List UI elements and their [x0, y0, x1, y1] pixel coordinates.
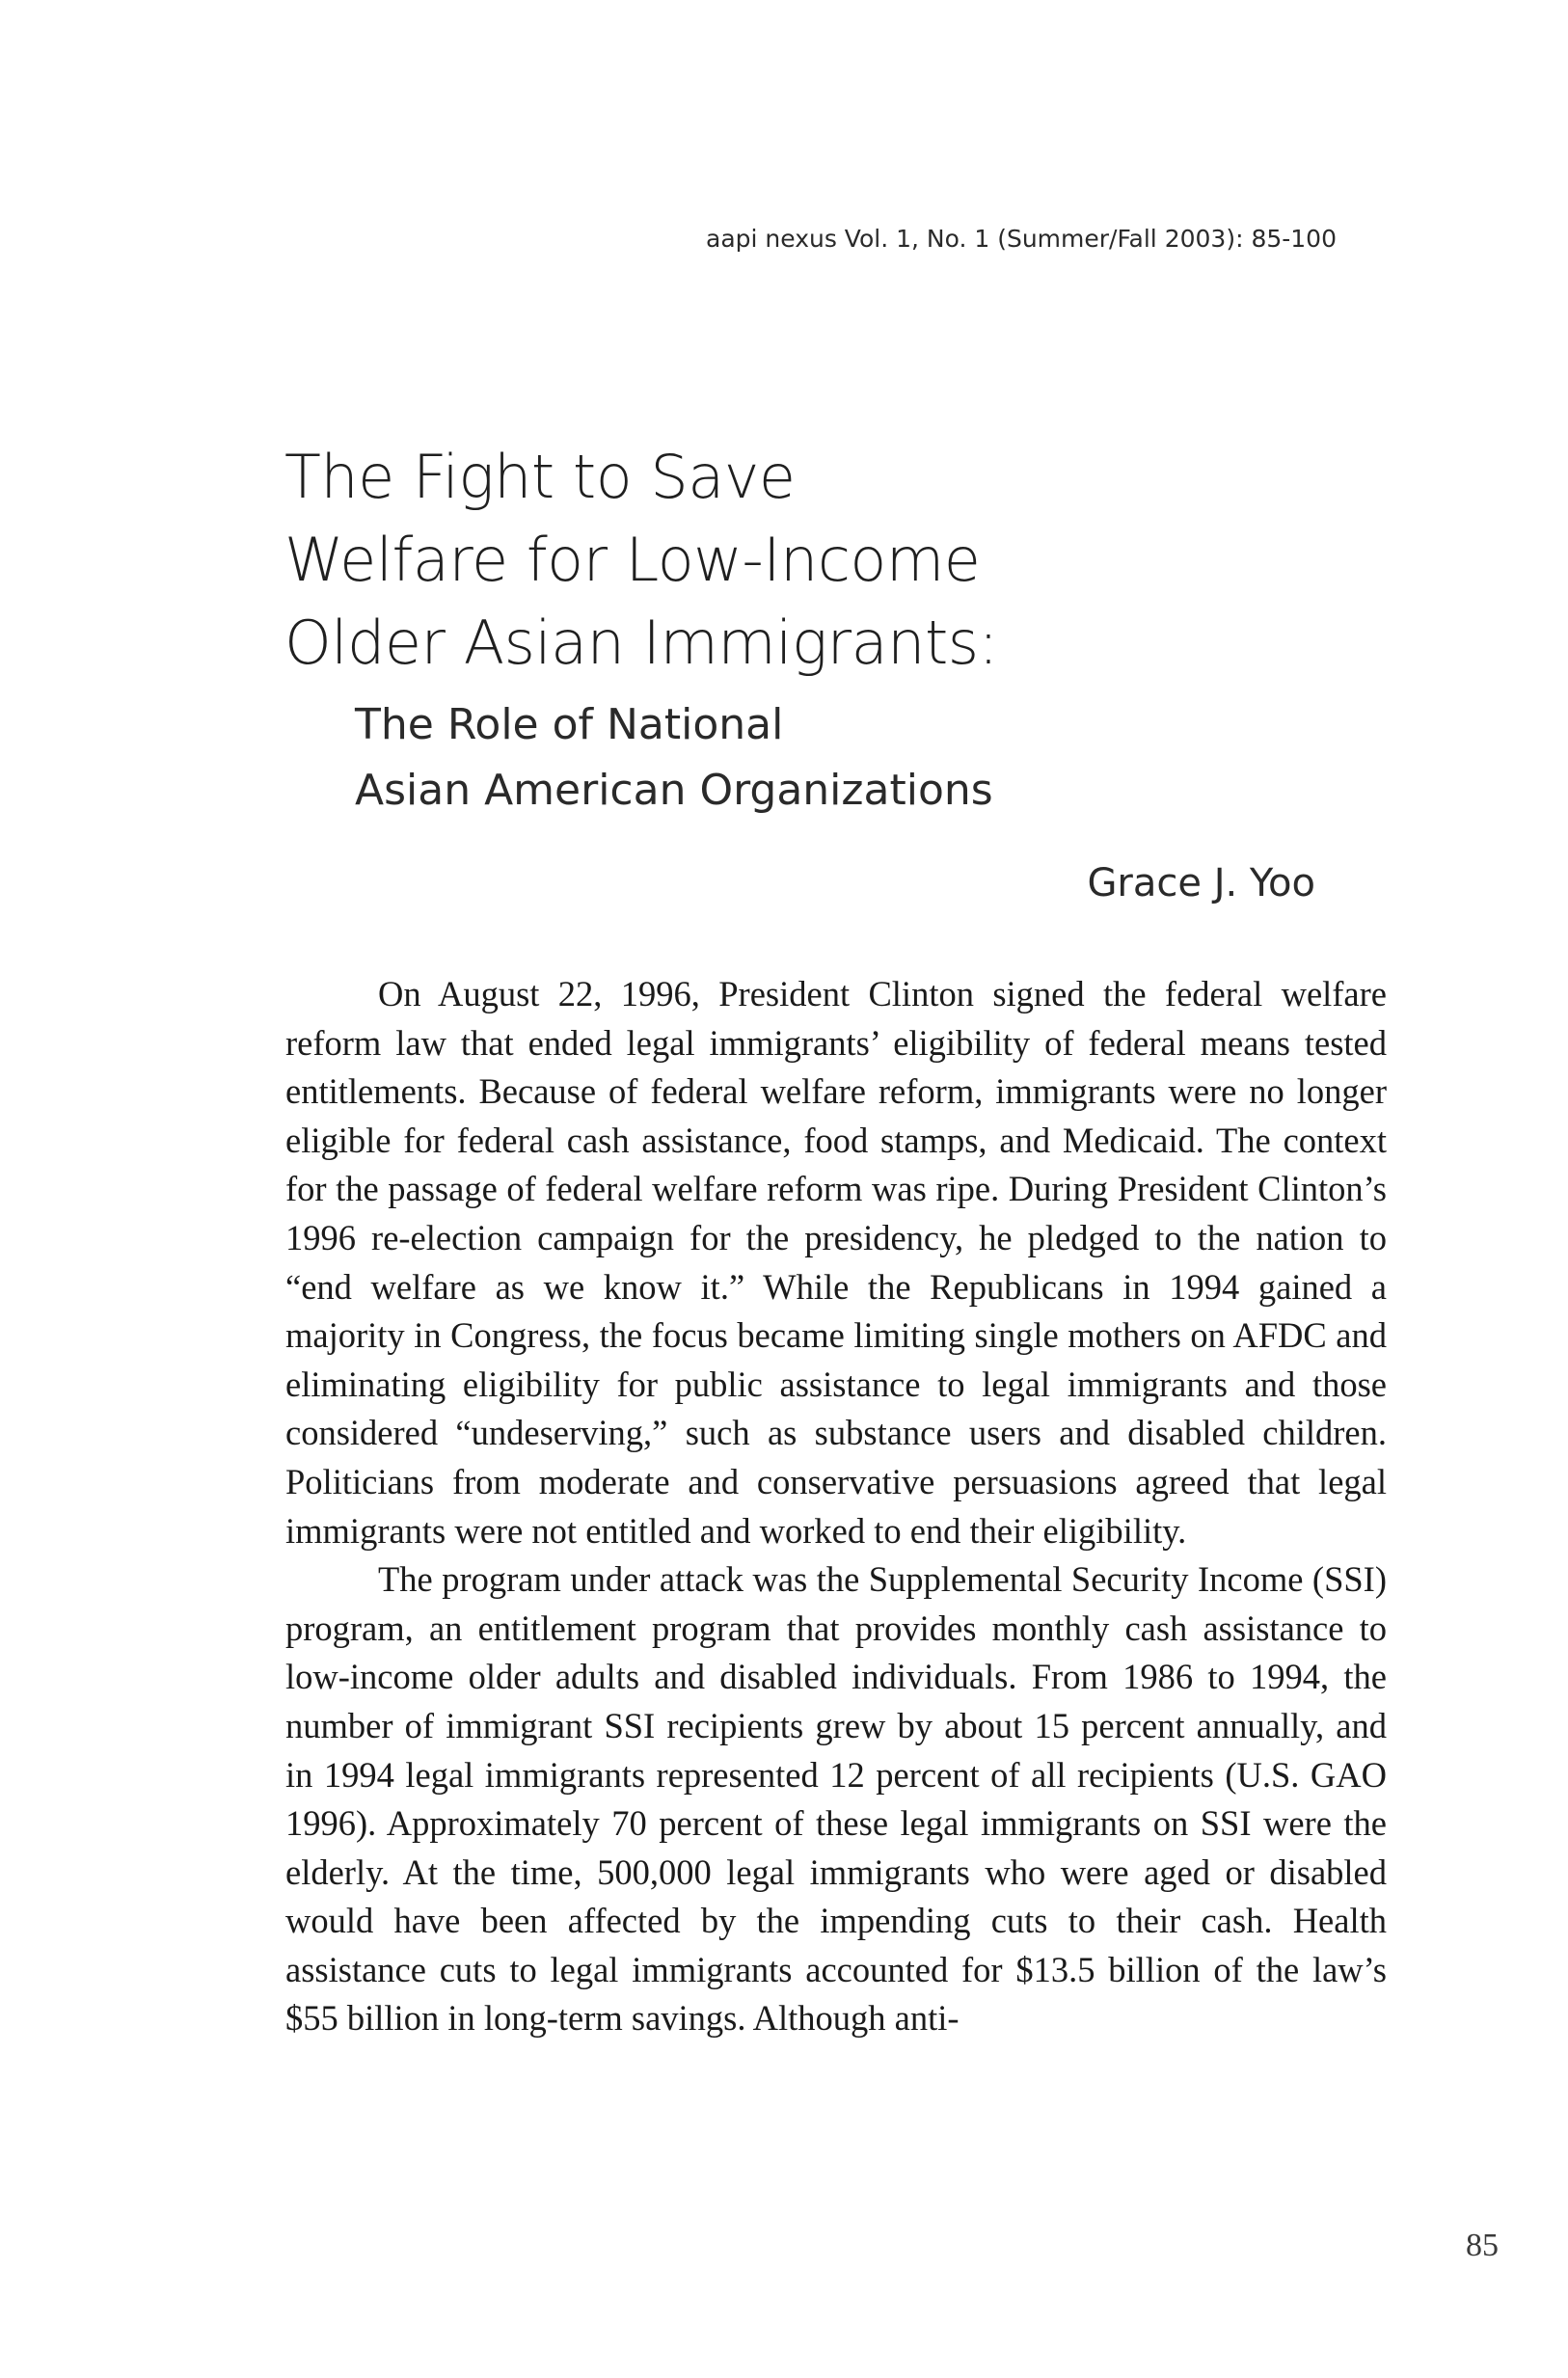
article-body: [285, 970, 1387, 2043]
title-line: Welfare for Low-Income: [284, 525, 981, 595]
body-paragraph: The program under attack was the Supplemental Security Income (SSI) program, an entitlement program that provides monthly cash assistance to low-income older adults and disabled individuals. From 1986 to 1994, the number of immigrant SSI recipients grew by about 15 percent annually, and in 1994 legal immigrants represented 12 percent of all recipients (U.S. GAO 1996). Approximately 70 percent of these legal immigrants on SSI were the elderly. At the time, 500,000 legal immigrants who were aged or disabled would have been affected by the impending cuts to their cash. Health assistance cuts to legal immigrants accounted for $13.5 billion of the law’s $55 billion in long-term savings. Although anti-: [285, 1559, 1387, 2039]
subtitle-line: The Role of National: [355, 700, 784, 749]
article-title: [284, 436, 1345, 685]
page-number: 85: [1466, 2228, 1499, 2263]
article-subtitle: [355, 692, 1319, 824]
running-head: aapi nexus Vol. 1, No. 1 (Summer/Fall 2003): 85-100: [706, 225, 1337, 253]
author-name: Grace J. Yoo: [1087, 861, 1315, 905]
body-paragraph: On August 22, 1996, President Clinton signed the federal welfare reform law that ended legal immigrants’ eligibility of federal means tested entitlements. Because of federal welfare reform, immigrants were no longer eligible for federal cash assistance, food stamps, and Medicaid. The context for the passage of federal welfare reform was ripe. During President Clinton’s 1996 re-election campaign for the presidency, he pledged to the nation to “end welfare as we know it.” While the Republicans in 1994 gained a majority in Congress, the focus became limiting single mothers on AFDC and eliminating eligibility for public assistance to legal immigrants and those considered “undeserving,” such as substance users and disabled children. Politicians from moderate and conservative persuasions agreed that legal immigrants were not entitled and worked to end their eligibility.: [285, 974, 1387, 1551]
subtitle-line: Asian American Organizations: [355, 766, 993, 815]
title-line: Older Asian Immigrants:: [284, 608, 998, 678]
title-line: The Fight to Save: [284, 442, 796, 512]
